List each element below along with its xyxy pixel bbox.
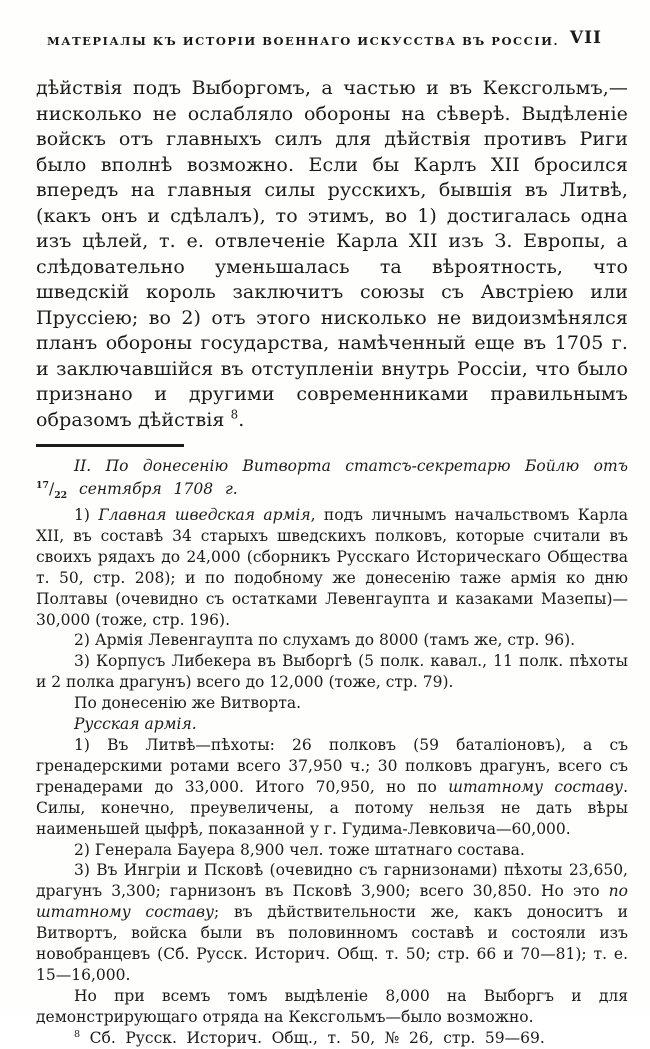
text-run: ; въ дѣйствительности же, какъ доноситъ и Витвортъ, войска были въ половинномъ составѣ и состояли изъ новобранцевъ (Сб. Русск. Историч. Общ. т. 50; стр. 66 и 70—81); т. е. 15—16,000.	[36, 903, 628, 984]
running-title: МАТЕРІАЛЫ КЪ ИСТОРІИ ВОЕННАГО ИСКУССТВА ВЪ РОССІИ.	[46, 34, 560, 48]
note-russian-3	[36, 860, 628, 985]
note-russian-army-heading	[36, 714, 628, 735]
footnote-marker: 8	[74, 1028, 81, 1040]
text-run: Главная шведская армія	[98, 506, 311, 524]
text-run: . Силы, конечно, преувеличены, а потому нельзя не дать вѣры наименьшей цыфрѣ, показанной у г. Гудима-Левковича—60,000.	[36, 777, 628, 838]
text-run: 2) Генерала Бауера 8,900 чел. тоже штатнаго состава.	[74, 840, 525, 859]
note-swedish-2	[36, 630, 628, 651]
text-run: Русская армія.	[74, 715, 197, 734]
note-source-line	[36, 693, 628, 714]
note-russian-1	[36, 735, 628, 840]
footnote	[36, 1028, 628, 1049]
heading-date: сентября 1708 г.	[67, 480, 238, 498]
heading-text: II. По донесенію Витворта статсъ-секретарю Бойлю отъ	[74, 457, 628, 475]
date-fraction: $^{17}/_{22}$	[36, 479, 68, 502]
note-conclusion	[36, 986, 628, 1028]
intro-text: дѣйствія подъ Выборгомъ, а частью и въ Кексгольмъ,— нисколько не ослабляло обороны на сѣверѣ. Выдѣленіе войскъ отъ главныхъ силъ для дѣйствія противъ Риги было вполнѣ возможно. Если бы Карлъ XII бросился впередъ на главныя силы русскихъ, бывшія въ Литвѣ, (какъ онъ и сдѣлалъ), то этимъ, во 1) достигалась одна изъ цѣлей, т. е. отвлеченіе Карла XII изъ З. Европы, а слѣдовательно уменьшалась та вѣроятность, что шведскій король заключитъ союзы съ Австріею или Пруссіею; во 2) отъ этого нисколько не видоизмѣнялся планъ обороны государства, намѣченный еще въ 1705 г. и заключавшійся въ отступленіи внутрь Россіи, что было признано и другими современниками правильнымъ образомъ дѣйствія	[36, 77, 628, 431]
page-header	[36, 28, 628, 56]
footnote-ref: 8	[230, 407, 239, 422]
text-run: по штатному составу	[36, 882, 628, 922]
page-number: VII	[569, 28, 602, 48]
intro-paragraph	[36, 76, 628, 433]
note-swedish-3	[36, 651, 628, 693]
text-run: 1)	[74, 506, 99, 524]
note-swedish-1	[36, 505, 628, 630]
text-run: 3) Въ Ингріи и Псковѣ (очевидно съ гарнизонами) пѣхоты 23,650, драгунъ 3,300; гарнизонъ въ Псковѣ 3,900; всего 30,850. Но это	[36, 861, 628, 901]
text-run: 2) Армія Левенгаупта по слухамъ до 8000 (тамъ же, стр. 96).	[74, 631, 576, 650]
section-heading	[36, 455, 628, 501]
note-russian-2	[36, 840, 628, 861]
footnote-text: Сб. Русск. Историч. Общ., т. 50, № 26, стр. 59—69.	[80, 1028, 545, 1047]
text-run: Но при всемъ томъ выдѣленіе 8,000 на Выборгъ и для демонстрирующаго отряда на Кексгольмъ—было возможно.	[36, 986, 628, 1026]
notes-block	[36, 505, 628, 1049]
section-divider	[36, 444, 184, 447]
text-run: , подъ личнымъ начальствомъ Карла XII, въ составѣ 34 старыхъ шведскихъ полковъ, которые считали въ своихъ рядахъ до 24,000 (сборникъ Русскаго Историческаго Общества т. 50, стр. 208); и по подобному же донесенію таже армія ко дню Полтавы (очевидно съ остатками Левенгаупта и казаками Мазепы)—30,000 (тоже, стр. 196).	[36, 506, 628, 629]
text-run: По донесенію же Витворта.	[74, 694, 302, 713]
text-run: 1) Въ Литвѣ—пѣхоты: 26 полковъ (59 баталіоновъ), а съ гренадерскими ротами всего 37,950 ч.; 30 полковъ драгунъ, всего съ гренадерами до 33,000. Итого 70,950, но по	[36, 735, 628, 796]
text-run: штатному составу	[448, 777, 624, 796]
intro-text-end: .	[238, 408, 245, 431]
text-run: 3) Корпусъ Либекера въ Выборгѣ (5 полк. кавал., 11 полк. пѣхоты и 2 полка драгунъ) всего до 12,000 (тоже, стр. 79).	[36, 652, 628, 692]
